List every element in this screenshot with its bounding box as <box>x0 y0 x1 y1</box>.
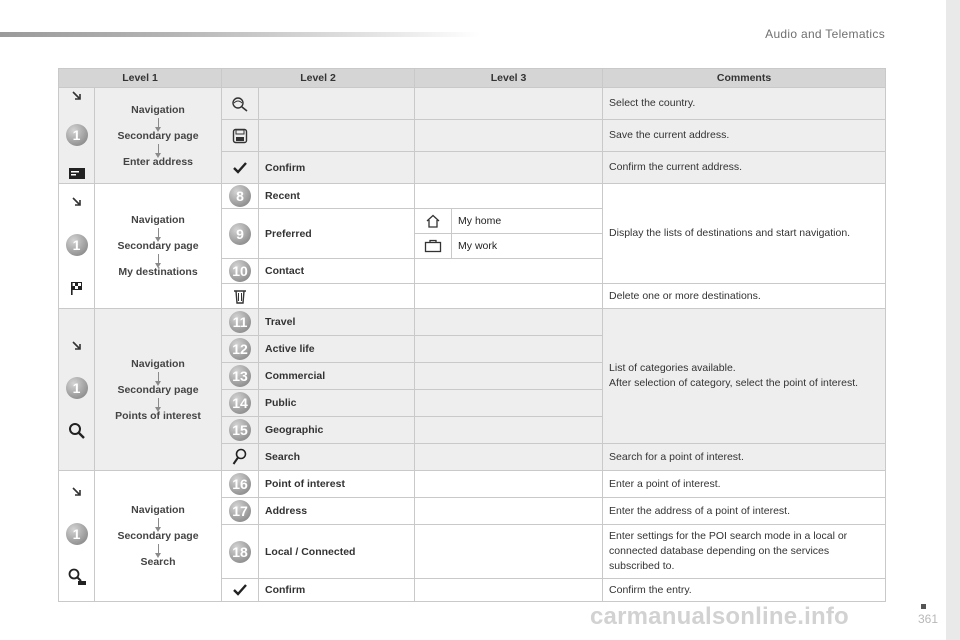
nav-step-navigation: Navigation <box>131 357 185 370</box>
level2-label: Address <box>259 498 415 525</box>
step-badge-9: 9 <box>229 223 251 245</box>
level2-label: Confirm <box>259 579 415 602</box>
comment-cell: Enter a point of interest. <box>603 471 886 498</box>
column-header-level-3: Level 3 <box>415 69 603 88</box>
nav-step-my-destinations: My destinations <box>118 266 198 278</box>
step-badge-17: 17 <box>229 500 251 522</box>
step-badge-1: 1 <box>66 234 88 256</box>
level1-nav-cell <box>95 184 222 309</box>
nav-step-search: Search <box>140 556 176 568</box>
step-badge-13: 13 <box>229 365 251 387</box>
level3-label: My home <box>452 209 603 234</box>
level1-icons-cell <box>59 88 95 184</box>
level2-label: Preferred <box>259 209 415 259</box>
step-badge-12: 12 <box>229 338 251 360</box>
table-row <box>59 184 886 209</box>
header-bar <box>0 32 480 37</box>
level1-nav-cell <box>95 471 222 602</box>
search-abc-icon <box>67 568 87 586</box>
nav-step-enter-address: Enter address <box>122 155 194 168</box>
poi-search-icon <box>68 422 86 440</box>
nav-step-points-of-interest: Points of interest <box>115 409 201 422</box>
address-form-icon <box>68 166 86 182</box>
page-marker <box>921 604 926 609</box>
comment-line: After selection of category, select the point of interest. <box>609 377 859 389</box>
level2-label: Commercial <box>259 363 415 390</box>
table-header-row <box>59 69 886 88</box>
home-icon <box>425 214 441 228</box>
shared-comment-cell <box>603 309 886 444</box>
page-edge-strip <box>946 0 960 640</box>
nav-step-secondary-page: Secondary page <box>117 240 199 252</box>
down-arrow-icon <box>158 144 159 154</box>
level3-label: My work <box>452 234 603 259</box>
level2-label: Active life <box>259 336 415 363</box>
down-arrow-icon <box>158 254 159 264</box>
level2-label: Local / Connected <box>259 525 415 579</box>
nav-step-navigation: Navigation <box>131 504 185 516</box>
comment-cell: Select the country. <box>603 88 886 120</box>
level2-label: Contact <box>259 259 415 284</box>
level1-nav-cell <box>95 88 222 184</box>
level1-icons-cell <box>59 184 95 309</box>
level2-label: Travel <box>259 309 415 336</box>
down-arrow-icon <box>158 372 159 382</box>
step-badge-10: 10 <box>229 260 251 282</box>
nav-step-navigation: Navigation <box>131 214 185 226</box>
page-number: 361 <box>917 612 938 626</box>
nav-step-secondary-page: Secondary page <box>117 383 199 396</box>
level2-label: Public <box>259 390 415 417</box>
country-search-icon <box>231 96 249 112</box>
navigation-icon <box>70 90 84 104</box>
step-badge-16: 16 <box>229 473 251 495</box>
step-badge-1: 1 <box>66 377 88 399</box>
table-row <box>59 88 886 120</box>
down-arrow-icon <box>158 228 159 238</box>
comment-cell: Confirm the entry. <box>603 579 886 602</box>
step-badge-1: 1 <box>66 523 88 545</box>
step-badge-14: 14 <box>229 392 251 414</box>
down-arrow-icon <box>158 118 159 128</box>
column-header-level-2: Level 2 <box>222 69 415 88</box>
step-badge-18: 18 <box>229 541 251 563</box>
comment-cell: Confirm the current address. <box>603 152 886 184</box>
nav-step-secondary-page: Secondary page <box>117 530 199 542</box>
save-icon <box>232 128 248 144</box>
comment-cell: Enter settings for the POI search mode in a local or connected database depending on the services subscribed to. <box>603 525 886 579</box>
nav-step-navigation: Navigation <box>131 103 185 116</box>
level2-label: Geographic <box>259 417 415 444</box>
step-badge-15: 15 <box>229 419 251 441</box>
shared-comment-cell: Display the lists of destinations and start navigation. <box>603 184 886 284</box>
step-badge-1: 1 <box>66 124 88 146</box>
level2-label: Confirm <box>259 152 415 184</box>
table-row <box>59 471 886 498</box>
menu-table <box>58 68 886 602</box>
navigation-icon <box>70 196 84 210</box>
navigation-icon <box>70 340 84 354</box>
column-header-level-1: Level 1 <box>59 69 222 88</box>
checkmark-icon <box>233 162 247 174</box>
level2-label: Recent <box>259 184 415 209</box>
table-row <box>59 309 886 336</box>
work-briefcase-icon <box>424 239 442 253</box>
step-badge-11: 11 <box>229 311 251 333</box>
nav-step-secondary-page: Secondary page <box>117 129 199 142</box>
checkmark-icon <box>233 584 247 596</box>
level1-icons-cell <box>59 471 95 602</box>
comment-cell: Enter the address of a point of interest. <box>603 498 886 525</box>
section-title: Audio and Telematics <box>765 27 885 41</box>
step-badge-8: 8 <box>229 185 251 207</box>
navigation-icon <box>70 486 84 500</box>
watermark: carmanualsonline.info <box>590 603 849 630</box>
level1-icons-cell <box>59 309 95 471</box>
level2-label: Point of interest <box>259 471 415 498</box>
comment-cell: Search for a point of interest. <box>603 444 886 471</box>
comment-line: List of categories available. <box>609 362 736 374</box>
destinations-flag-icon <box>69 280 85 296</box>
down-arrow-icon <box>158 398 159 408</box>
down-arrow-icon <box>158 518 159 528</box>
trash-icon <box>233 288 247 304</box>
comment-cell: Delete one or more destinations. <box>603 284 886 309</box>
level1-nav-cell <box>95 309 222 471</box>
down-arrow-icon <box>158 544 159 554</box>
level2-label: Search <box>259 444 415 471</box>
comment-cell: Save the current address. <box>603 120 886 152</box>
search-icon <box>232 448 248 466</box>
column-header-comments: Comments <box>603 69 886 88</box>
